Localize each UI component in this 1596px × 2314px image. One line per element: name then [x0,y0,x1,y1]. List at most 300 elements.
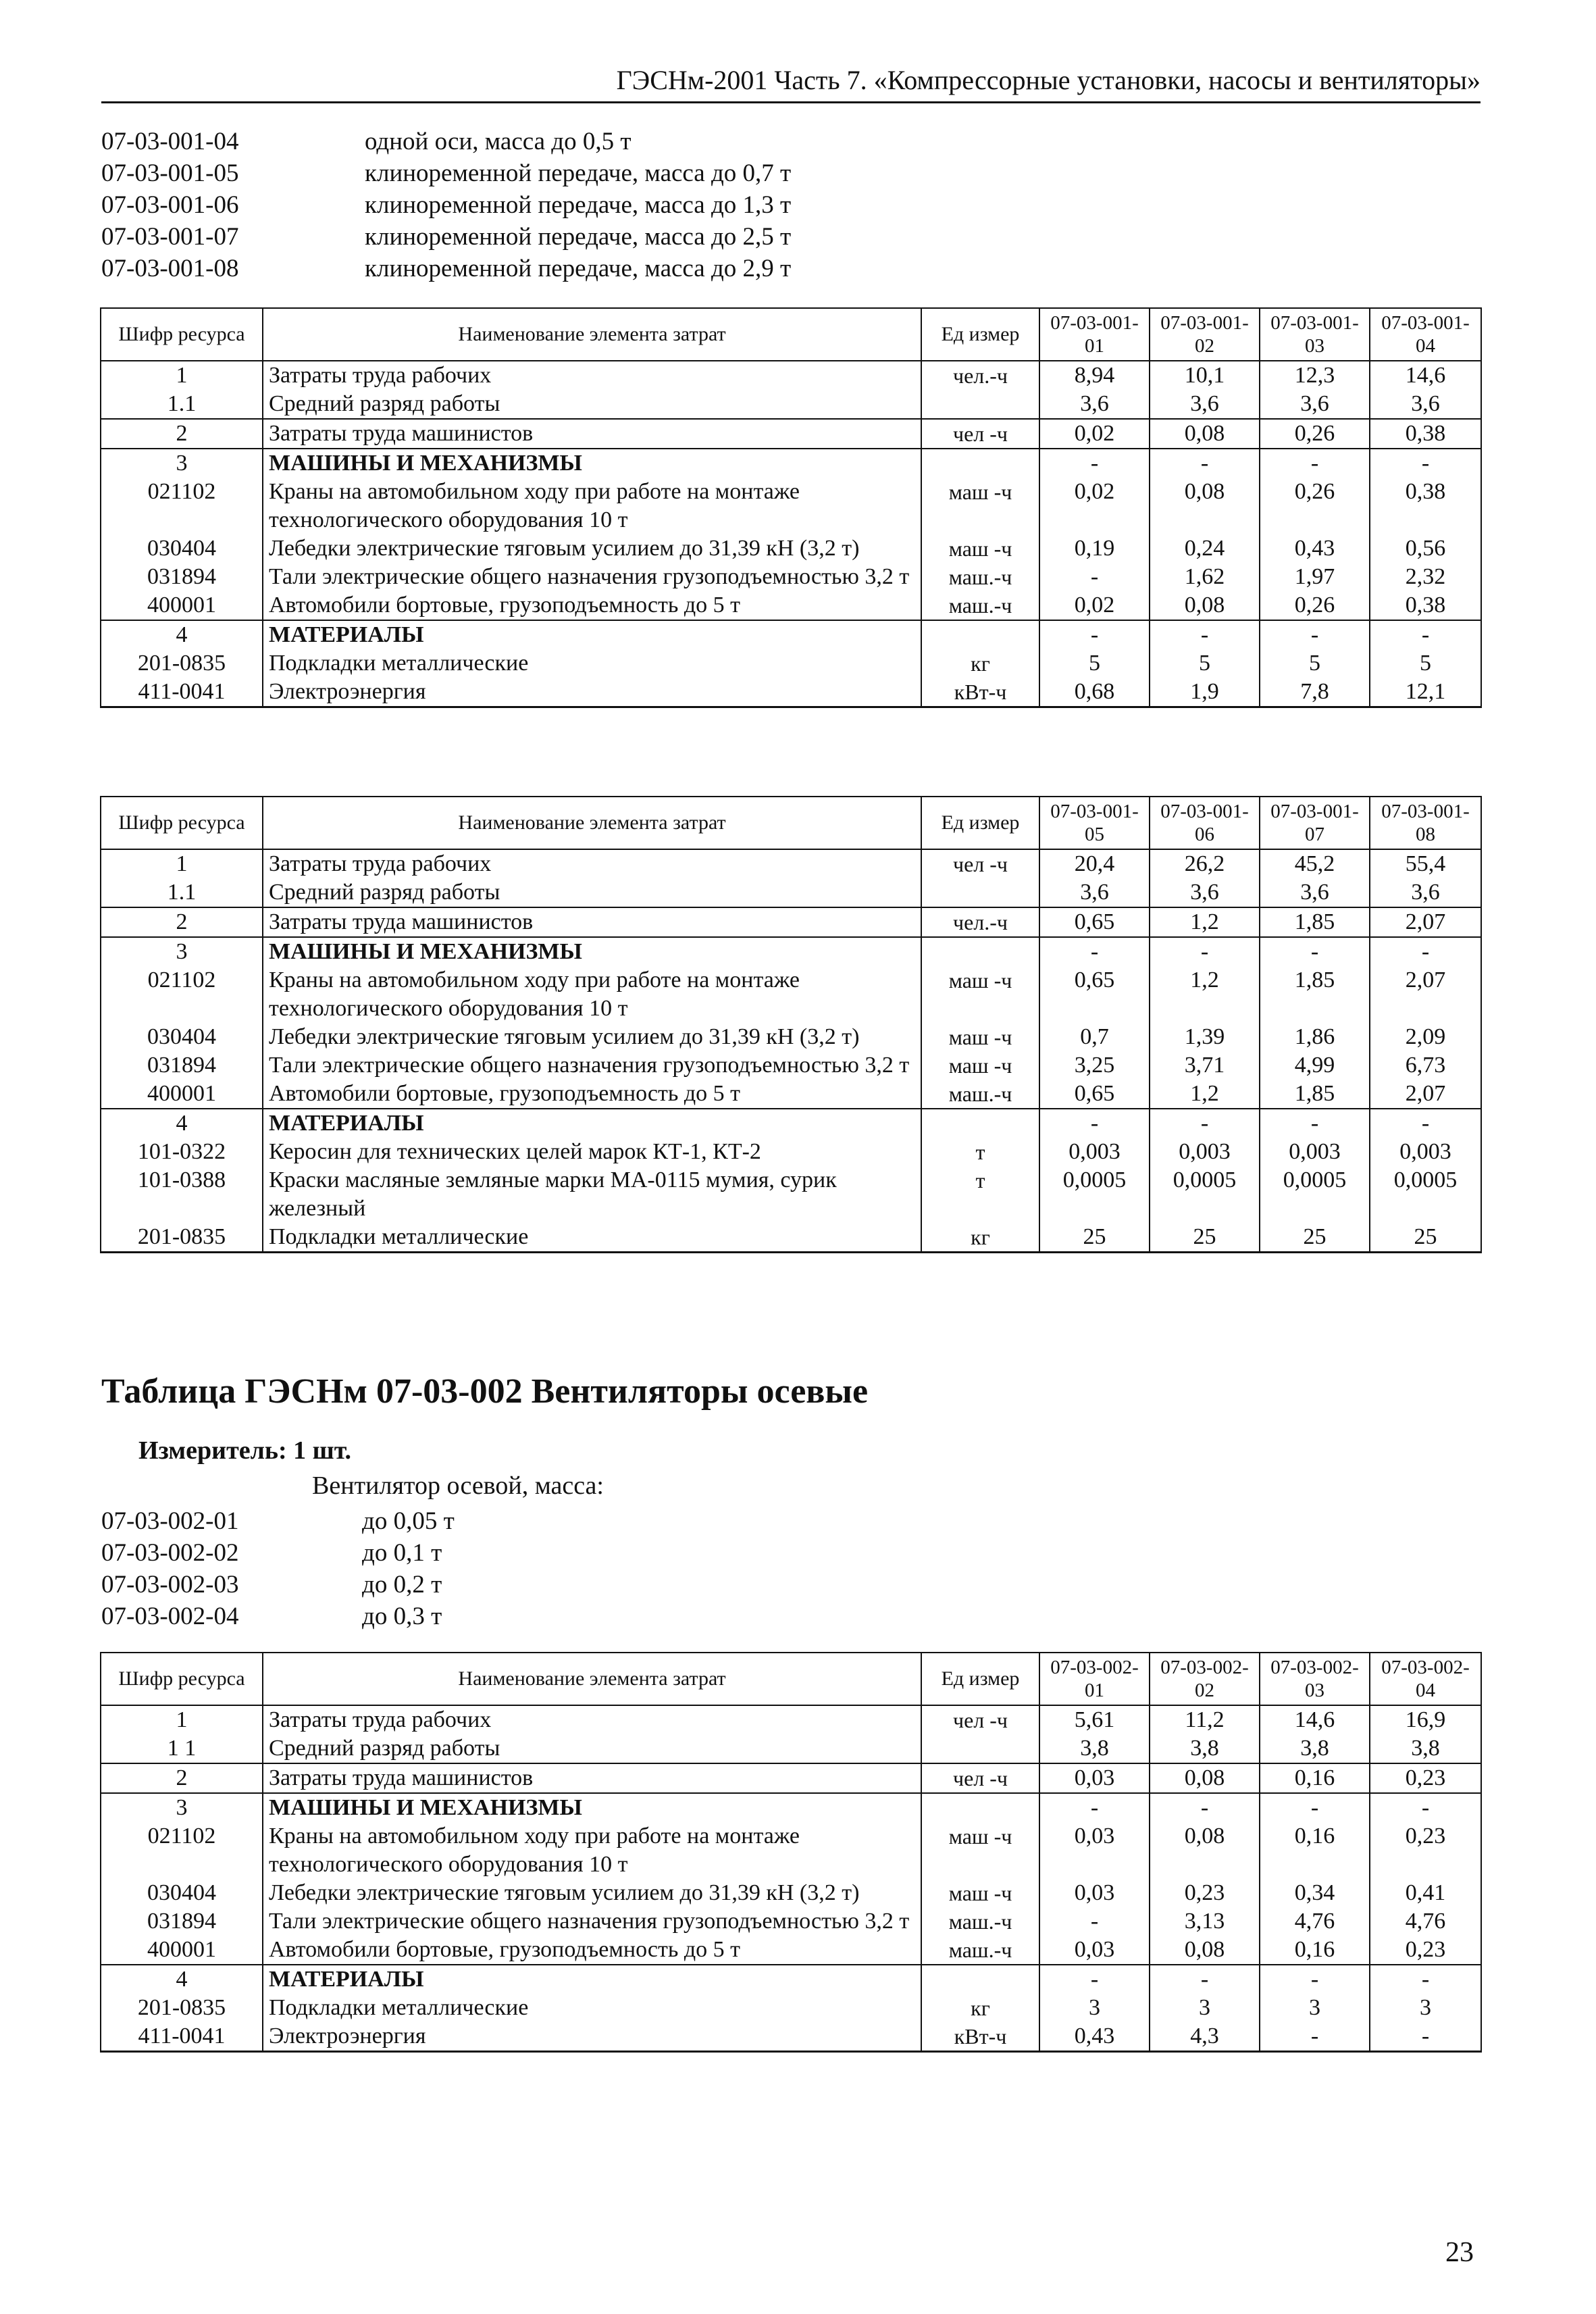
table-row [101,1166,1481,1223]
table-row [101,478,1481,534]
value-cell: - [1260,449,1370,478]
value-cell: 0,0005 [1260,1166,1370,1223]
cost-name: Затраты труда рабочих [263,849,921,878]
table-row [101,1936,1481,1965]
col-header-variant: 07-03-001-07 [1260,797,1370,849]
resource-code: 201-0835 [101,649,263,678]
table-row [101,1223,1481,1253]
unit: чел -ч [921,419,1039,449]
value-cell: 0,16 [1260,1822,1370,1879]
unit: кВт-ч [921,2022,1039,2052]
col-header-variant: 07-03-002-03 [1260,1653,1370,1705]
value-cell: 0,23 [1370,1763,1481,1793]
section-title: МАТЕРИАЛЫ [263,1965,921,1994]
value-cell: 1,85 [1260,966,1370,1023]
value-cell: 3,71 [1150,1051,1260,1080]
unit: т [921,1138,1039,1166]
resource-code: 4 [101,1965,263,1994]
section-title: МАТЕРИАЛЫ [263,620,921,649]
value-cell: 1,9 [1150,678,1260,707]
value-cell: 3,8 [1370,1734,1481,1763]
value-cell: 14,6 [1260,1705,1370,1734]
section-title: МАШИНЫ И МЕХАНИЗМЫ [263,937,921,966]
value-cell: 0,43 [1260,534,1370,563]
value-cell: - [1260,1965,1370,1994]
col-header-name: Наименование элемента затрат [263,1653,921,1705]
value-cell: - [1150,1965,1260,1994]
unit: кг [921,1223,1039,1253]
col-header-code: Шифр ресурса [101,797,263,849]
value-cell: - [1150,1793,1260,1822]
value-cell: 3,6 [1370,390,1481,419]
unit: маш.-ч [921,591,1039,620]
value-cell: 1,97 [1260,563,1370,591]
unit: маш -ч [921,1822,1039,1879]
resource-code: 4 [101,1109,263,1138]
table-row [101,1907,1481,1936]
unit: чел -ч [921,1705,1039,1734]
cost-name: Затраты труда машинистов [263,1763,921,1793]
resource-code: 3 [101,449,263,478]
page-header: ГЭСНм-2001 Часть 7. «Компрессорные установки, насосы и вентиляторы» [101,64,1481,103]
code: 07-03-002-04 [101,1603,239,1630]
table-row [101,390,1481,419]
value-cell: 20,4 [1039,849,1150,878]
code-row [101,1505,455,1537]
unit [921,937,1039,966]
header-row [101,797,1481,849]
value-cell: 0,003 [1370,1138,1481,1166]
resource-code: 400001 [101,1080,263,1109]
value-cell: 1,2 [1150,907,1260,937]
meter-line: Измеритель: 1 шт. [138,1436,352,1465]
value-cell: 3,8 [1039,1734,1150,1763]
col-header-variant: 07-03-001-08 [1370,797,1481,849]
unit: чел -ч [921,849,1039,878]
resource-table-1 [100,307,1482,708]
value-cell: 1,62 [1150,563,1260,591]
value-cell: 0,08 [1150,478,1260,534]
col-header-unit: Ед измер [921,1653,1039,1705]
code-desc: одной оси, масса до 0,5 т [365,128,632,155]
resource-table-3 [100,1652,1482,2053]
cost-name: Лебедки электрические тяговым усилием до 31,39 кН (3,2 т) [263,1023,921,1051]
cost-name: Краны на автомобильном ходу при работе на монтаже технологического оборудования 10 т [263,1822,921,1879]
value-cell: 0,26 [1260,591,1370,620]
col-header-unit: Ед измер [921,797,1039,849]
value-cell: 0,08 [1150,1763,1260,1793]
cost-name: Затраты труда машинистов [263,419,921,449]
value-cell: 0,56 [1370,534,1481,563]
value-cell: 0,08 [1150,591,1260,620]
resource-code: 1 [101,361,263,390]
value-cell: 2,07 [1370,966,1481,1023]
unit: маш -ч [921,1023,1039,1051]
value-cell: 5 [1039,649,1150,678]
value-cell: 0,03 [1039,1763,1150,1793]
value-cell: 0,7 [1039,1023,1150,1051]
meter-subtitle: Вентилятор осевой, масса: [312,1472,604,1500]
cost-name: Средний разряд работы [263,390,921,419]
section-title: МАТЕРИАЛЫ [263,1109,921,1138]
value-cell: 3 [1150,1994,1260,2022]
value-cell: 3,6 [1150,878,1260,907]
table-caption: Таблица ГЭСНм 07-03-002 Вентиляторы осевые [101,1372,869,1411]
value-cell: - [1150,1109,1260,1138]
resource-code: 1 [101,849,263,878]
value-cell: - [1370,937,1481,966]
cost-name: Затраты труда рабочих [263,1705,921,1734]
value-cell: 8,94 [1039,361,1150,390]
unit: маш -ч [921,1051,1039,1080]
col-header-variant: 07-03-001-03 [1260,308,1370,361]
unit: чел -ч [921,1763,1039,1793]
col-header-variant: 07-03-001-05 [1039,797,1150,849]
value-cell: 0,34 [1260,1879,1370,1907]
value-cell: 1,2 [1150,966,1260,1023]
value-cell: 3 [1370,1994,1481,2022]
value-cell: 26,2 [1150,849,1260,878]
unit: маш -ч [921,534,1039,563]
code-row [101,189,791,221]
value-cell: 0,0005 [1039,1166,1150,1223]
value-cell: 0,003 [1150,1138,1260,1166]
value-cell: 2,32 [1370,563,1481,591]
resource-code: 400001 [101,591,263,620]
table-row [101,1994,1481,2022]
resource-code: 201-0835 [101,1223,263,1253]
mid-code-list [101,1505,455,1632]
unit: чел.-ч [921,361,1039,390]
code: 07-03-002-03 [101,1571,239,1599]
cost-name: Краски масляные земляные марки МА-0115 мумия, сурик железный [263,1166,921,1223]
col-header-name: Наименование элемента затрат [263,797,921,849]
value-cell: 0,08 [1150,419,1260,449]
unit [921,1109,1039,1138]
cost-name: Тали электрические общего назначения грузоподъемностью 3,2 т [263,563,921,591]
value-cell: 4,3 [1150,2022,1260,2052]
value-cell: 0,26 [1260,478,1370,534]
value-cell: 0,38 [1370,478,1481,534]
resource-code: 021102 [101,966,263,1023]
resource-code: 411-0041 [101,678,263,707]
value-cell: 10,1 [1150,361,1260,390]
resource-code: 4 [101,620,263,649]
table-row [101,591,1481,620]
value-cell: 16,9 [1370,1705,1481,1734]
header-row [101,308,1481,361]
col-header-unit: Ед измер [921,308,1039,361]
code-row [101,253,791,284]
value-cell: 0,03 [1039,1879,1150,1907]
section-row [101,1793,1481,1822]
section-row [101,1109,1481,1138]
table-row [101,2022,1481,2052]
table-row [101,678,1481,707]
cost-name: Тали электрические общего назначения грузоподъемностью 3,2 т [263,1907,921,1936]
value-cell: 3,8 [1260,1734,1370,1763]
value-cell: 55,4 [1370,849,1481,878]
unit: маш.-ч [921,1907,1039,1936]
unit [921,878,1039,907]
value-cell: 0,003 [1039,1138,1150,1166]
value-cell: 0,02 [1039,478,1150,534]
value-cell: 0,0005 [1370,1166,1481,1223]
value-cell: 0,02 [1039,419,1150,449]
table-row [101,361,1481,390]
resource-code: 1 [101,1705,263,1734]
value-cell: 0,68 [1039,678,1150,707]
value-cell: 0,03 [1039,1822,1150,1879]
unit: маш -ч [921,966,1039,1023]
resource-table-2 [100,796,1482,1253]
table-row [101,907,1481,937]
cost-name: Средний разряд работы [263,878,921,907]
resource-code: 031894 [101,1907,263,1936]
value-cell: - [1370,620,1481,649]
value-cell: 0,23 [1370,1936,1481,1965]
value-cell: 25 [1150,1223,1260,1253]
col-header-variant: 07-03-001-04 [1370,308,1481,361]
resource-code: 400001 [101,1936,263,1965]
value-cell: - [1039,563,1150,591]
value-cell: 3,6 [1260,390,1370,419]
cost-name: Лебедки электрические тяговым усилием до 31,39 кН (3,2 т) [263,1879,921,1907]
table-row [101,1879,1481,1907]
table-row [101,1051,1481,1080]
value-cell: - [1039,620,1150,649]
table-row [101,878,1481,907]
value-cell: 3,13 [1150,1907,1260,1936]
resource-code: 2 [101,419,263,449]
code: 07-03-001-06 [101,191,239,219]
value-cell: 4,76 [1260,1907,1370,1936]
code-row [101,126,791,157]
table-row [101,966,1481,1023]
value-cell: 0,38 [1370,591,1481,620]
table-row [101,849,1481,878]
value-cell: 0,43 [1039,2022,1150,2052]
table-row [101,1705,1481,1734]
value-cell: 3 [1260,1994,1370,2022]
value-cell: - [1039,1793,1150,1822]
value-cell: 2,07 [1370,907,1481,937]
resource-code: 030404 [101,1023,263,1051]
table-row [101,563,1481,591]
resource-code: 101-0388 [101,1166,263,1223]
value-cell: - [1150,937,1260,966]
value-cell: 25 [1260,1223,1370,1253]
value-cell: - [1150,620,1260,649]
cost-name: Лебедки электрические тяговым усилием до 31,39 кН (3,2 т) [263,534,921,563]
cost-name: Подкладки металлические [263,1223,921,1253]
code-row [101,1601,455,1632]
cost-name: Подкладки металлические [263,1994,921,2022]
value-cell: 5,61 [1039,1705,1150,1734]
resource-code: 021102 [101,478,263,534]
resource-code: 021102 [101,1822,263,1879]
value-cell: 14,6 [1370,361,1481,390]
section-row [101,620,1481,649]
code-row [101,221,791,253]
value-cell: 1,2 [1150,1080,1260,1109]
value-cell: - [1370,2022,1481,2052]
value-cell: - [1039,937,1150,966]
value-cell: - [1150,449,1260,478]
value-cell: 0,19 [1039,534,1150,563]
value-cell: 0,08 [1150,1822,1260,1879]
value-cell: 0,65 [1039,966,1150,1023]
code-desc: до 0,3 т [362,1603,442,1630]
value-cell: 0,16 [1260,1936,1370,1965]
value-cell: 0,03 [1039,1936,1150,1965]
value-cell: 2,09 [1370,1023,1481,1051]
value-cell: 0,38 [1370,419,1481,449]
value-cell: 3,6 [1260,878,1370,907]
col-header-code: Шифр ресурса [101,1653,263,1705]
col-header-variant: 07-03-001-02 [1150,308,1260,361]
value-cell: - [1039,1907,1150,1936]
resource-code: 2 [101,1763,263,1793]
value-cell: 45,2 [1260,849,1370,878]
cost-name: Автомобили бортовые, грузоподъемность до 5 т [263,1080,921,1109]
code-desc: клиноременной передаче, масса до 1,3 т [365,191,792,219]
cost-name: Керосин для технических целей марок КТ-1, КТ-2 [263,1138,921,1166]
value-cell: 25 [1370,1223,1481,1253]
value-cell: - [1260,620,1370,649]
value-cell: 1,85 [1260,907,1370,937]
unit: маш.-ч [921,1080,1039,1109]
value-cell: 11,2 [1150,1705,1260,1734]
value-cell: 3,8 [1150,1734,1260,1763]
value-cell: - [1260,1793,1370,1822]
cost-name: Электроэнергия [263,678,921,707]
value-cell: 3,6 [1150,390,1260,419]
value-cell: - [1039,1965,1150,1994]
code: 07-03-002-02 [101,1539,239,1567]
table-row [101,419,1481,449]
section-row [101,937,1481,966]
unit [921,1793,1039,1822]
code-desc: до 0,05 т [362,1507,455,1535]
resource-code: 201-0835 [101,1994,263,2022]
value-cell: 5 [1150,649,1260,678]
resource-code: 031894 [101,1051,263,1080]
value-cell: 1,39 [1150,1023,1260,1051]
value-cell: - [1039,1109,1150,1138]
code-row [101,157,791,189]
col-header-name: Наименование элемента затрат [263,308,921,361]
value-cell: 3 [1039,1994,1150,2022]
table-row [101,1138,1481,1166]
unit: кг [921,649,1039,678]
unit [921,620,1039,649]
code-desc: клиноременной передаче, масса до 2,9 т [365,255,792,282]
cost-name: Краны на автомобильном ходу при работе на монтаже технологического оборудования 10 т [263,966,921,1023]
col-header-variant: 07-03-002-02 [1150,1653,1260,1705]
cost-name: Средний разряд работы [263,1734,921,1763]
cost-name: Автомобили бортовые, грузоподъемность до 5 т [263,1936,921,1965]
section-row [101,1965,1481,1994]
resource-code: 3 [101,1793,263,1822]
table-row [101,534,1481,563]
table-row [101,1734,1481,1763]
table-row [101,1080,1481,1109]
section-title: МАШИНЫ И МЕХАНИЗМЫ [263,449,921,478]
value-cell: 0,08 [1150,1936,1260,1965]
value-cell: 1,86 [1260,1023,1370,1051]
code-desc: до 0,1 т [362,1539,442,1567]
value-cell: - [1260,1109,1370,1138]
value-cell: 0,65 [1039,1080,1150,1109]
value-cell: 5 [1370,649,1481,678]
value-cell: 0,02 [1039,591,1150,620]
code-row [101,1537,455,1569]
code: 07-03-001-04 [101,128,239,155]
unit: т [921,1166,1039,1223]
unit: кг [921,1994,1039,2022]
code-desc: клиноременной передаче, масса до 2,5 т [365,223,792,251]
top-code-list [101,126,791,284]
cost-name: Тали электрические общего назначения грузоподъемностью 3,2 т [263,1051,921,1080]
unit [921,449,1039,478]
table-row [101,649,1481,678]
cost-name: Краны на автомобильном ходу при работе на монтаже технологического оборудования 10 т [263,478,921,534]
page-number: 23 [1445,2237,1474,2268]
cost-name: Электроэнергия [263,2022,921,2052]
cost-name: Подкладки металлические [263,649,921,678]
code-desc: клиноременной передаче, масса до 0,7 т [365,159,792,187]
value-cell: - [1370,449,1481,478]
code: 07-03-001-08 [101,255,239,282]
value-cell: 0,23 [1150,1879,1260,1907]
value-cell: - [1260,2022,1370,2052]
code-desc: до 0,2 т [362,1571,442,1599]
value-cell: 0,23 [1370,1822,1481,1879]
resource-code: 411-0041 [101,2022,263,2052]
value-cell: 12,1 [1370,678,1481,707]
code-row [101,1569,455,1601]
unit: маш.-ч [921,563,1039,591]
resource-code: 2 [101,907,263,937]
value-cell: 0,0005 [1150,1166,1260,1223]
unit: маш -ч [921,1879,1039,1907]
cost-name: Автомобили бортовые, грузоподъемность до 5 т [263,591,921,620]
cost-name: Затраты труда рабочих [263,361,921,390]
value-cell: 12,3 [1260,361,1370,390]
resource-code: 1.1 [101,878,263,907]
value-cell: 1,85 [1260,1080,1370,1109]
resource-code: 3 [101,937,263,966]
code: 07-03-001-07 [101,223,239,251]
value-cell: 0,26 [1260,419,1370,449]
unit [921,390,1039,419]
resource-code: 030404 [101,534,263,563]
table-row [101,1763,1481,1793]
unit: маш -ч [921,478,1039,534]
value-cell: - [1370,1965,1481,1994]
col-header-variant: 07-03-001-06 [1150,797,1260,849]
value-cell: 7,8 [1260,678,1370,707]
unit: чел.-ч [921,907,1039,937]
value-cell: - [1370,1793,1481,1822]
unit: кВт-ч [921,678,1039,707]
value-cell: 6,73 [1370,1051,1481,1080]
value-cell: 0,24 [1150,534,1260,563]
col-header-variant: 07-03-002-04 [1370,1653,1481,1705]
resource-code: 1.1 [101,390,263,419]
col-header-variant: 07-03-001-01 [1039,308,1150,361]
